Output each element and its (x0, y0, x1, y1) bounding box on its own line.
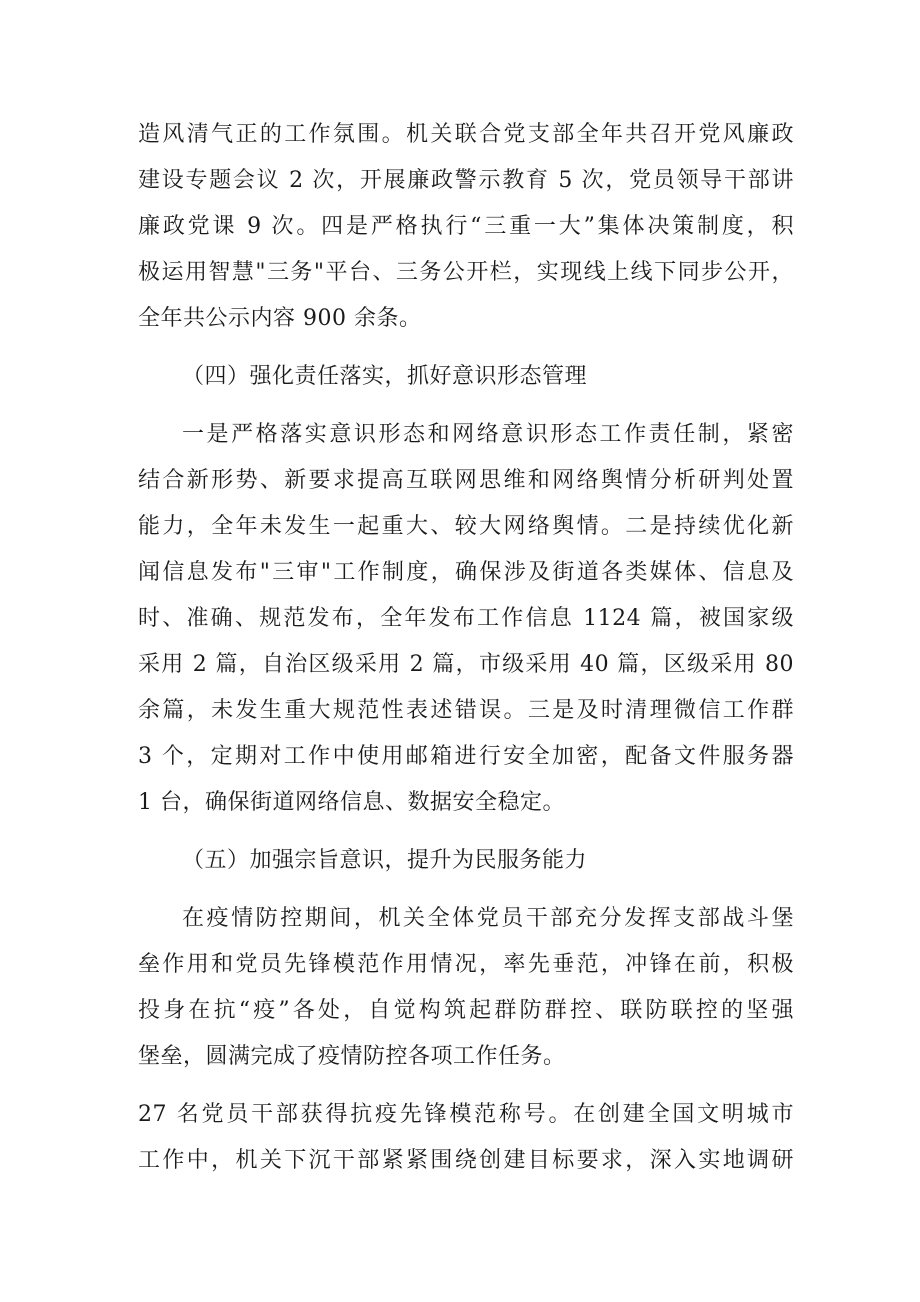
text-line: 一是严格落实意识形态和网络意识形态工作责任制，紧密 (182, 422, 794, 447)
text-line: 造风清气正的工作氛围。机关联合党支部全年共召开党风廉政 (138, 122, 794, 147)
text-line: 闻信息发布"三审"工作制度，确保涉及街道各类媒体、信息及 (138, 560, 794, 585)
text-line: 在疫情防控期间，机关全体党员干部充分发挥支部战斗堡 (182, 906, 794, 931)
text-line: 极运用智慧"三务"平台、三务公开栏，实现线上线下同步公开， (138, 260, 794, 285)
text-line: 时、准确、规范发布，全年发布工作信息 1124 篇，被国家级 (138, 606, 794, 631)
section-heading-4: （四）强化责任落实，抓好意识形态管理 (182, 364, 588, 389)
paragraph-ideology (138, 412, 794, 826)
paragraph-civilization (138, 1092, 794, 1184)
text-line: 廉政党课 9 次。四是严格执行“三重一大”集体决策制度，积 (138, 214, 794, 239)
text-line: 3 个，定期对工作中使用邮箱进行安全加密，配备文件服务器 (138, 744, 794, 769)
paragraph-epidemic (138, 896, 794, 1080)
text-line: 工作中，机关下沉干部紧紧围绕创建目标要求，深入实地调研 (138, 1148, 794, 1173)
text-line: 建设专题会议 2 次，开展廉政警示教育 5 次，党员领导干部讲 (138, 168, 794, 193)
section-heading-5: （五）加强宗旨意识，提升为民服务能力 (182, 848, 588, 873)
text-line: 采用 2 篇，自治区级采用 2 篇，市级采用 40 篇，区级采用 80 (138, 652, 794, 677)
text-line: 27 名党员干部获得抗疫先锋模范称号。在创建全国文明城市 (138, 1102, 794, 1127)
text-line: 结合新形势、新要求提高互联网思维和网络舆情分析研判处置 (138, 468, 794, 493)
text-line: 堡垒，圆满完成了疫情防控各项工作任务。 (138, 1044, 566, 1069)
paragraph-party-conduct (138, 112, 794, 342)
document-body (138, 112, 794, 1184)
text-line: 全年共公示内容 900 余条。 (138, 306, 422, 331)
text-line: 投身在抗“疫”各处，自觉构筑起群防群控、联防联控的坚强 (138, 998, 794, 1023)
text-line: 垒作用和党员先锋模范作用情况，率先垂范，冲锋在前，积极 (138, 952, 794, 977)
text-line: 1 台，确保街道网络信息、数据安全稳定。 (138, 790, 565, 815)
text-line: 能力，全年未发生一起重大、较大网络舆情。二是持续优化新 (138, 514, 794, 539)
text-line: 余篇，未发生重大规范性表述错误。三是及时清理微信工作群 (138, 698, 794, 723)
